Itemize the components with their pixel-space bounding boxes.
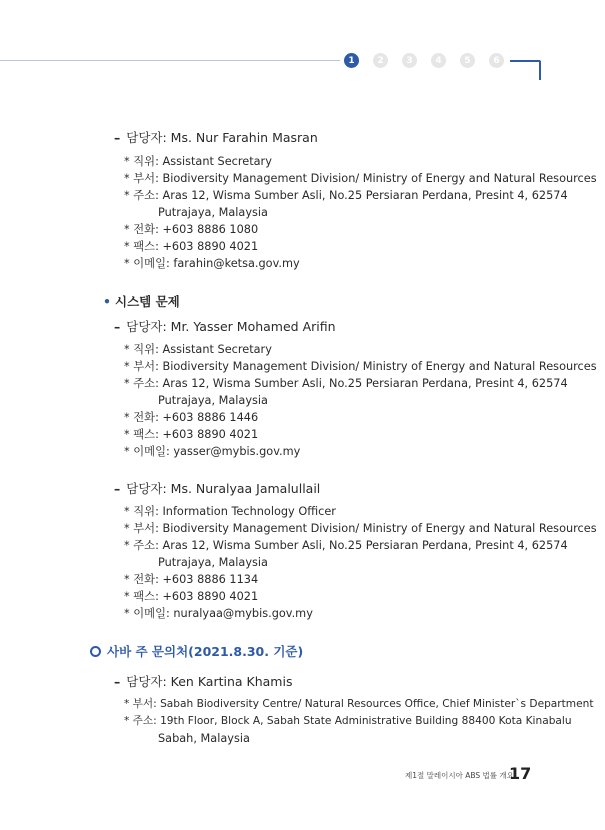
dash-marker: – [114,481,121,496]
contact-email: * 이메일: nuralyaa@mybis.gov.my [124,607,313,620]
contact-fax: * 팩스: +603 8890 4021 [124,590,259,603]
contact-address: * 주소: Aras 12, Wisma Sumber Asli, No.25 Persiaran Perdana, Presint 4, 62574 [124,189,568,202]
contact-department: * 부서: Biodiversity Management Division/ Ministry of Energy and Natural Resources [124,172,597,185]
contact-fax: * 팩스: +603 8890 4021 [124,428,259,441]
step-dot: 6 [489,53,504,68]
contact-position: * 직위: Information Technology Officer [124,505,336,518]
contact-address-cont: Putrajaya, Malaysia [158,556,268,569]
contact-name: – 담당자: Ms. Nur Farahin Masran [114,130,318,145]
sabah-contact-heading: 사바 주 문의처(2021.8.30. 기준) [90,642,303,660]
contact-email: * 이메일: farahin@ketsa.gov.my [124,257,300,270]
chapter-step-indicator [344,53,504,68]
contact-department: * 부서: Biodiversity Management Division/ Ministry of Energy and Natural Resources [124,522,597,535]
bullet-dot-icon: • [103,294,111,309]
dash-marker: – [114,130,121,145]
step-dot: 4 [431,53,446,68]
step-dot: 5 [460,53,475,68]
step-dot: 2 [373,53,388,68]
contact-phone: * 전화: +603 8886 1080 [124,223,259,236]
contact-address: * 주소: 19th Floor, Block A, Sabah State Administrative Building 88400 Kota Kinabalu [124,715,572,727]
contact-address-cont: Sabah, Malaysia [158,732,250,745]
header-rule [0,60,340,61]
contact-department: * 부서: Sabah Biodiversity Centre/ Natural Resources Office, Chief Minister`s Department [124,698,594,710]
ring-bullet-icon [90,646,101,657]
header-corner [539,60,541,80]
step-dot: 3 [402,53,417,68]
contact-address: * 주소: Aras 12, Wisma Sumber Asli, No.25 Persiaran Perdana, Presint 4, 62574 [124,377,568,390]
contact-phone: * 전화: +603 8886 1446 [124,411,259,424]
contact-position: * 직위: Assistant Secretary [124,155,272,168]
contact-position: * 직위: Assistant Secretary [124,343,272,356]
footer-chapter-title: 제1절 말레이시아 ABS 법률 개요 [405,771,514,780]
contact-name: – 담당자: Ken Kartina Khamis [114,674,293,689]
header-accent-rule [510,60,540,62]
contact-department: * 부서: Biodiversity Management Division/ Ministry of Energy and Natural Resources [124,360,597,373]
contact-email: * 이메일: yasser@mybis.gov.my [124,445,301,458]
system-issue-heading: • 시스템 문제 [103,294,180,309]
dash-marker: – [114,319,121,334]
contact-address-cont: Putrajaya, Malaysia [158,394,268,407]
page-number: 17 [509,764,532,783]
contact-fax: * 팩스: +603 8890 4021 [124,240,259,253]
contact-phone: * 전화: +603 8886 1134 [124,573,259,586]
dash-marker: – [114,674,121,689]
contact-address: * 주소: Aras 12, Wisma Sumber Asli, No.25 Persiaran Perdana, Presint 4, 62574 [124,539,568,552]
contact-name: – 담당자: Mr. Yasser Mohamed Arifin [114,319,336,334]
step-dot: 1 [344,53,359,68]
contact-address-cont: Putrajaya, Malaysia [158,206,268,219]
contact-name: – 담당자: Ms. Nuralyaa Jamalullail [114,481,321,496]
